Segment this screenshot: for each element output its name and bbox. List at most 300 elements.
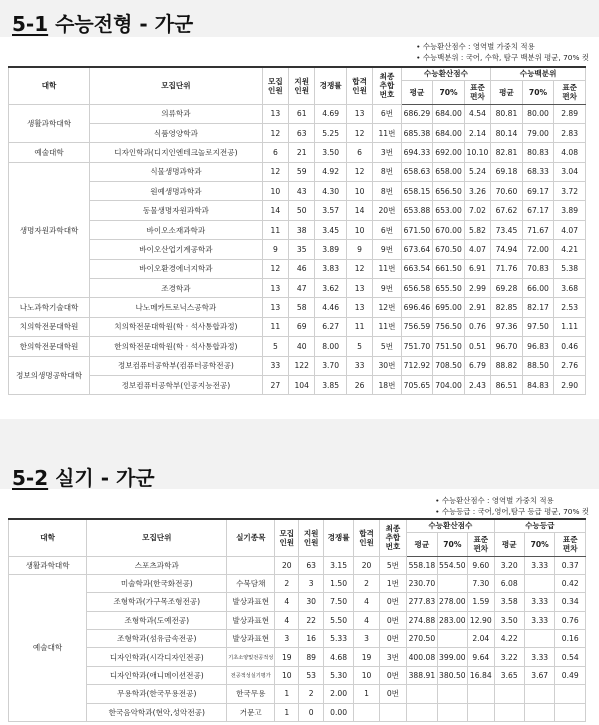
cell-unit: 조형학과(섬유금속전공) bbox=[87, 630, 227, 648]
cell-applicants: 3 bbox=[299, 574, 323, 592]
header-ratio: 경쟁률 bbox=[315, 67, 347, 104]
cell-s-sd: 7.30 bbox=[468, 574, 494, 592]
cell-quota: 33 bbox=[262, 356, 288, 375]
cell-passers: 12 bbox=[346, 123, 372, 142]
cell-g-sd: 0.16 bbox=[555, 630, 586, 648]
cell-rank: 6번 bbox=[373, 104, 401, 123]
cell-s-sd: 2.14 bbox=[464, 123, 490, 142]
cell-s-avg: 653.88 bbox=[401, 201, 433, 220]
header-score-sd: 표준 편차 bbox=[464, 80, 490, 104]
cell-univ: 생활과학대학 bbox=[9, 556, 87, 574]
cell-s-70: 653.00 bbox=[433, 201, 465, 220]
cell-rank: 11번 bbox=[373, 123, 401, 142]
cell-p-70: 96.83 bbox=[522, 337, 554, 356]
cell-g-sd: 0.76 bbox=[555, 611, 586, 629]
cell-quota: 12 bbox=[262, 259, 288, 278]
cell-event: 발상과표현 bbox=[227, 630, 275, 648]
cell-p-sd: 4.08 bbox=[554, 143, 586, 162]
cell-ratio: 5.33 bbox=[323, 630, 353, 648]
header-univ: 대학 bbox=[9, 67, 90, 104]
cell-s-sd: 2.91 bbox=[464, 298, 490, 317]
table-row bbox=[9, 611, 586, 629]
cell-s-70: 708.50 bbox=[433, 356, 465, 375]
cell-applicants: 38 bbox=[289, 220, 315, 239]
cell-s-sd: 9.64 bbox=[468, 648, 494, 666]
cell-s-avg: 400.08 bbox=[407, 648, 437, 666]
cell-applicants: 104 bbox=[289, 375, 315, 394]
cell-s-avg: 277.83 bbox=[407, 593, 437, 611]
cell-unit: 디자인학과(디지인엔테크놀로지전공) bbox=[90, 143, 263, 162]
cell-g-sd bbox=[555, 703, 586, 721]
cell-s-sd: 16.84 bbox=[468, 666, 494, 684]
cell-p-avg: 67.62 bbox=[491, 201, 523, 220]
table-row bbox=[9, 123, 586, 142]
cell-univ: 생활과학대학 bbox=[9, 104, 90, 143]
cell-ratio: 3.45 bbox=[315, 220, 347, 239]
cell-rank: 11번 bbox=[373, 259, 401, 278]
cell-s-avg bbox=[407, 703, 437, 721]
section2-number: 5-2 bbox=[12, 466, 49, 490]
table-row bbox=[9, 337, 586, 356]
cell-p-avg: 74.94 bbox=[491, 240, 523, 259]
cell-ratio: 3.83 bbox=[315, 259, 347, 278]
cell-p-avg: 96.70 bbox=[491, 337, 523, 356]
cell-unit: 동물생명자원과학과 bbox=[90, 201, 263, 220]
cell-applicants: 43 bbox=[289, 182, 315, 201]
table-row bbox=[9, 104, 586, 123]
table-row bbox=[9, 703, 586, 721]
cell-g-70 bbox=[524, 685, 554, 703]
table-row bbox=[9, 143, 586, 162]
cell-passers: 5 bbox=[346, 337, 372, 356]
cell-ratio: 7.50 bbox=[323, 593, 353, 611]
cell-ratio: 4.92 bbox=[315, 162, 347, 181]
cell-p-sd: 2.83 bbox=[554, 123, 586, 142]
cell-s-avg bbox=[407, 685, 437, 703]
cell-passers: 9 bbox=[346, 240, 372, 259]
cell-unit: 식품영양학과 bbox=[90, 123, 263, 142]
cell-event: 한국무용 bbox=[227, 685, 275, 703]
cell-rank: 0번 bbox=[379, 666, 406, 684]
header-score-group: 수능환산점수 bbox=[401, 67, 490, 80]
cell-rank: 1번 bbox=[379, 574, 406, 592]
cell-unit: 조경학과 bbox=[90, 279, 263, 298]
cell-s-avg: 685.38 bbox=[401, 123, 433, 142]
header2-score-group: 수능환산점수 bbox=[407, 519, 494, 532]
cell-ratio: 3.85 bbox=[315, 375, 347, 394]
cell-passers: 4 bbox=[354, 611, 379, 629]
cell-p-70: 69.17 bbox=[522, 182, 554, 201]
header2-last-rank: 최종 추합 번호 bbox=[379, 519, 406, 556]
cell-quota: 13 bbox=[262, 279, 288, 298]
cell-ratio: 3.15 bbox=[323, 556, 353, 574]
cell-quota: 1 bbox=[275, 685, 299, 703]
cell-applicants: 21 bbox=[289, 143, 315, 162]
cell-p-avg: 69.28 bbox=[491, 279, 523, 298]
cell-univ: 나노과학기술대학 bbox=[9, 298, 90, 317]
cell-s-avg: 230.70 bbox=[407, 574, 437, 592]
cell-event: 수묵담채 bbox=[227, 574, 275, 592]
cell-g-avg: 3.22 bbox=[494, 648, 524, 666]
header2-grade-70: 70% bbox=[524, 532, 554, 556]
cell-rank: 0번 bbox=[379, 685, 406, 703]
cell-quota: 5 bbox=[262, 337, 288, 356]
cell-rank: 5번 bbox=[379, 556, 406, 574]
section2-note-1: • 수능환산점수 : 영역별 가중치 적용 bbox=[435, 496, 554, 505]
cell-g-avg bbox=[494, 703, 524, 721]
cell-s-sd: 2.43 bbox=[464, 375, 490, 394]
cell-unit: 무용학과(한국무용전공) bbox=[87, 685, 227, 703]
cell-s-avg: 658.63 bbox=[401, 162, 433, 181]
cell-rank: 3번 bbox=[379, 648, 406, 666]
cell-passers: 13 bbox=[346, 104, 372, 123]
cell-rank: 9번 bbox=[373, 279, 401, 298]
cell-s-avg: 656.58 bbox=[401, 279, 433, 298]
cell-p-70: 68.33 bbox=[522, 162, 554, 181]
cell-quota: 12 bbox=[262, 123, 288, 142]
cell-applicants: 46 bbox=[289, 259, 315, 278]
cell-s-avg: 388.91 bbox=[407, 666, 437, 684]
header-score-avg: 평균 bbox=[401, 80, 433, 104]
cell-unit: 치의학전문대학원(학 · 석사통합과정) bbox=[90, 317, 263, 336]
cell-s-sd: 0.76 bbox=[464, 317, 490, 336]
header2-ratio: 경쟁률 bbox=[323, 519, 353, 556]
cell-s-avg: 270.50 bbox=[407, 630, 437, 648]
cell-p-avg: 80.14 bbox=[491, 123, 523, 142]
cell-s-70 bbox=[437, 574, 467, 592]
cell-event: 전공적성실기평가 bbox=[227, 666, 275, 684]
cell-s-avg: 705.65 bbox=[401, 375, 433, 394]
cell-p-70: 80.00 bbox=[522, 104, 554, 123]
header2-event: 실기종목 bbox=[227, 519, 275, 556]
cell-univ: 예술대학 bbox=[9, 574, 87, 721]
header2-passers: 합격 인원 bbox=[354, 519, 379, 556]
cell-applicants: 63 bbox=[289, 123, 315, 142]
cell-quota: 9 bbox=[262, 240, 288, 259]
cell-s-70: 278.00 bbox=[437, 593, 467, 611]
cell-s-avg: 663.54 bbox=[401, 259, 433, 278]
cell-quota: 11 bbox=[262, 317, 288, 336]
cell-g-sd: 0.49 bbox=[555, 666, 586, 684]
cell-unit: 정보컴퓨터공학부(인공지능전공) bbox=[90, 375, 263, 394]
cell-unit: 나노메카트로닉스공학과 bbox=[90, 298, 263, 317]
cell-applicants: 40 bbox=[289, 337, 315, 356]
cell-s-70 bbox=[437, 703, 467, 721]
cell-unit: 스포츠과학과 bbox=[87, 556, 227, 574]
cell-ratio: 3.89 bbox=[315, 240, 347, 259]
cell-applicants: 35 bbox=[289, 240, 315, 259]
cell-applicants: 89 bbox=[299, 648, 323, 666]
cell-unit: 미술학과(한국화전공) bbox=[87, 574, 227, 592]
cell-g-70: 3.33 bbox=[524, 593, 554, 611]
cell-s-70: 380.50 bbox=[437, 666, 467, 684]
header-pct-sd: 표준 편차 bbox=[554, 80, 586, 104]
cell-ratio: 5.30 bbox=[323, 666, 353, 684]
cell-event: 기초소양및전공적성 bbox=[227, 648, 275, 666]
table-row bbox=[9, 317, 586, 336]
cell-s-avg: 686.29 bbox=[401, 104, 433, 123]
cell-s-sd: 5.82 bbox=[464, 220, 490, 239]
cell-applicants: 61 bbox=[289, 104, 315, 123]
cell-unit: 한국음악학과(현악,성악전공) bbox=[87, 703, 227, 721]
cell-s-70: 695.00 bbox=[433, 298, 465, 317]
section1-title-text: 수능전형 - 가군 bbox=[55, 12, 194, 36]
cell-quota: 20 bbox=[275, 556, 299, 574]
cell-univ: 예술대학 bbox=[9, 143, 90, 162]
cell-g-avg: 3.58 bbox=[494, 593, 524, 611]
cell-p-70: 72.00 bbox=[522, 240, 554, 259]
cell-passers: 14 bbox=[346, 201, 372, 220]
cell-ratio: 3.50 bbox=[315, 143, 347, 162]
cell-quota: 4 bbox=[275, 593, 299, 611]
cell-passers: 10 bbox=[346, 182, 372, 201]
cell-s-70: 658.00 bbox=[433, 162, 465, 181]
cell-s-sd: 12.90 bbox=[468, 611, 494, 629]
table-row bbox=[9, 356, 586, 375]
cell-g-70 bbox=[524, 630, 554, 648]
cell-p-sd: 5.38 bbox=[554, 259, 586, 278]
cell-p-avg: 69.18 bbox=[491, 162, 523, 181]
cell-applicants: 53 bbox=[299, 666, 323, 684]
header-score-70: 70% bbox=[433, 80, 465, 104]
cell-rank: 12번 bbox=[373, 298, 401, 317]
cell-event: 거문고 bbox=[227, 703, 275, 721]
table-row bbox=[9, 240, 586, 259]
section2-title bbox=[12, 462, 155, 491]
cell-unit: 조형학과(가구목조형전공) bbox=[87, 593, 227, 611]
cell-rank: 8번 bbox=[373, 162, 401, 181]
cell-rank: 0번 bbox=[379, 611, 406, 629]
table-row bbox=[9, 298, 586, 317]
cell-quota: 13 bbox=[262, 298, 288, 317]
cell-event: 발상과표현 bbox=[227, 593, 275, 611]
header-passers: 합격 인원 bbox=[346, 67, 372, 104]
cell-s-sd bbox=[468, 703, 494, 721]
cell-s-sd: 6.91 bbox=[464, 259, 490, 278]
cell-passers: 26 bbox=[346, 375, 372, 394]
cell-p-70: 88.50 bbox=[522, 356, 554, 375]
cell-rank: 8번 bbox=[373, 182, 401, 201]
cell-applicants: 69 bbox=[289, 317, 315, 336]
cell-g-70: 3.33 bbox=[524, 556, 554, 574]
cell-univ: 치의학전문대학원 bbox=[9, 317, 90, 336]
header-quota: 모집 인원 bbox=[262, 67, 288, 104]
cell-s-70: 656.50 bbox=[433, 182, 465, 201]
table-row bbox=[9, 279, 586, 298]
cell-rank: 3번 bbox=[373, 143, 401, 162]
cell-event bbox=[227, 556, 275, 574]
cell-unit: 원예생명과학과 bbox=[90, 182, 263, 201]
cell-p-70: 84.83 bbox=[522, 375, 554, 394]
cell-p-sd: 0.46 bbox=[554, 337, 586, 356]
cell-s-sd: 4.07 bbox=[464, 240, 490, 259]
cell-p-sd: 1.11 bbox=[554, 317, 586, 336]
cell-unit: 의류학과 bbox=[90, 104, 263, 123]
section1-note-1: • 수능환산점수 : 영역별 가중치 적용 bbox=[416, 42, 535, 51]
cell-applicants: 0 bbox=[299, 703, 323, 721]
table-row bbox=[9, 666, 586, 684]
cell-g-sd bbox=[555, 685, 586, 703]
cell-quota: 10 bbox=[262, 182, 288, 201]
cell-s-70: 692.00 bbox=[433, 143, 465, 162]
cell-quota: 12 bbox=[262, 162, 288, 181]
cell-unit: 디자인학과(애니메이션전공) bbox=[87, 666, 227, 684]
cell-passers: 4 bbox=[354, 593, 379, 611]
cell-applicants: 50 bbox=[289, 201, 315, 220]
cell-s-70: 670.00 bbox=[433, 220, 465, 239]
cell-unit: 식물생명과학과 bbox=[90, 162, 263, 181]
cell-p-avg: 82.81 bbox=[491, 143, 523, 162]
cell-s-sd: 4.54 bbox=[464, 104, 490, 123]
cell-s-70: 661.50 bbox=[433, 259, 465, 278]
cell-quota: 6 bbox=[262, 143, 288, 162]
cell-quota: 2 bbox=[275, 574, 299, 592]
cell-passers: 2 bbox=[354, 574, 379, 592]
cell-p-avg: 73.45 bbox=[491, 220, 523, 239]
cell-quota: 13 bbox=[262, 104, 288, 123]
cell-s-avg: 756.59 bbox=[401, 317, 433, 336]
cell-unit: 바이오환경에너지학과 bbox=[90, 259, 263, 278]
cell-ratio: 3.70 bbox=[315, 356, 347, 375]
cell-s-avg: 751.70 bbox=[401, 337, 433, 356]
cell-s-avg: 673.64 bbox=[401, 240, 433, 259]
cell-p-70: 97.50 bbox=[522, 317, 554, 336]
table-row bbox=[9, 182, 586, 201]
cell-passers: 3 bbox=[354, 630, 379, 648]
cell-p-70: 82.17 bbox=[522, 298, 554, 317]
cell-p-70: 71.67 bbox=[522, 220, 554, 239]
cell-ratio: 8.00 bbox=[315, 337, 347, 356]
cell-quota: 11 bbox=[262, 220, 288, 239]
header-pct-70: 70% bbox=[522, 80, 554, 104]
cell-passers: 11 bbox=[346, 317, 372, 336]
cell-rank bbox=[379, 703, 406, 721]
cell-p-sd: 2.53 bbox=[554, 298, 586, 317]
cell-passers: 13 bbox=[346, 279, 372, 298]
cell-rank: 6번 bbox=[373, 220, 401, 239]
cell-ratio: 6.27 bbox=[315, 317, 347, 336]
cell-ratio: 5.25 bbox=[315, 123, 347, 142]
cell-quota: 27 bbox=[262, 375, 288, 394]
header2-grade-avg: 평균 bbox=[494, 532, 524, 556]
cell-g-70: 3.67 bbox=[524, 666, 554, 684]
cell-s-70: 283.00 bbox=[437, 611, 467, 629]
cell-p-70: 70.83 bbox=[522, 259, 554, 278]
header-pct-avg: 평균 bbox=[491, 80, 523, 104]
cell-s-sd: 6.79 bbox=[464, 356, 490, 375]
cell-passers: 10 bbox=[354, 666, 379, 684]
cell-g-sd: 0.54 bbox=[555, 648, 586, 666]
cell-rank: 9번 bbox=[373, 240, 401, 259]
cell-passers: 19 bbox=[354, 648, 379, 666]
section1-notes bbox=[416, 41, 589, 63]
cell-ratio: 1.50 bbox=[323, 574, 353, 592]
cell-s-avg: 696.46 bbox=[401, 298, 433, 317]
cell-p-avg: 80.81 bbox=[491, 104, 523, 123]
cell-passers: 33 bbox=[346, 356, 372, 375]
cell-passers bbox=[354, 703, 379, 721]
cell-s-sd: 10.10 bbox=[464, 143, 490, 162]
cell-p-avg: 70.60 bbox=[491, 182, 523, 201]
cell-p-sd: 3.04 bbox=[554, 162, 586, 181]
section1-table bbox=[8, 66, 586, 395]
table-row bbox=[9, 220, 586, 239]
cell-ratio: 0.00 bbox=[323, 703, 353, 721]
cell-g-70: 3.33 bbox=[524, 611, 554, 629]
cell-rank: 0번 bbox=[379, 630, 406, 648]
cell-rank: 11번 bbox=[373, 317, 401, 336]
header2-univ: 대학 bbox=[9, 519, 87, 556]
cell-s-70: 704.00 bbox=[433, 375, 465, 394]
cell-ratio: 5.50 bbox=[323, 611, 353, 629]
cell-univ: 한의학전문대학원 bbox=[9, 337, 90, 356]
cell-g-70 bbox=[524, 703, 554, 721]
cell-rank: 30번 bbox=[373, 356, 401, 375]
cell-applicants: 58 bbox=[289, 298, 315, 317]
cell-s-sd: 0.51 bbox=[464, 337, 490, 356]
cell-p-sd: 3.89 bbox=[554, 201, 586, 220]
cell-g-sd: 0.42 bbox=[555, 574, 586, 592]
cell-p-avg: 82.85 bbox=[491, 298, 523, 317]
cell-p-sd: 2.90 bbox=[554, 375, 586, 394]
cell-s-sd: 3.26 bbox=[464, 182, 490, 201]
cell-p-70: 80.83 bbox=[522, 143, 554, 162]
cell-ratio: 3.57 bbox=[315, 201, 347, 220]
table-row bbox=[9, 259, 586, 278]
cell-s-70: 399.00 bbox=[437, 648, 467, 666]
cell-s-70: 756.50 bbox=[433, 317, 465, 336]
cell-p-70: 66.00 bbox=[522, 279, 554, 298]
cell-ratio: 4.30 bbox=[315, 182, 347, 201]
cell-applicants: 122 bbox=[289, 356, 315, 375]
cell-ratio: 3.62 bbox=[315, 279, 347, 298]
cell-applicants: 22 bbox=[299, 611, 323, 629]
cell-g-avg bbox=[494, 685, 524, 703]
cell-s-sd: 7.02 bbox=[464, 201, 490, 220]
table-row bbox=[9, 630, 586, 648]
section1-note-2: • 수능백분위 : 국어, 수학, 탐구 백분위 평균, 70% 컷 bbox=[416, 53, 589, 62]
cell-s-70: 554.50 bbox=[437, 556, 467, 574]
cell-s-70: 684.00 bbox=[433, 123, 465, 142]
cell-p-avg: 97.36 bbox=[491, 317, 523, 336]
cell-unit: 바이오산업기계공학과 bbox=[90, 240, 263, 259]
cell-p-sd: 3.72 bbox=[554, 182, 586, 201]
section1-number: 5-1 bbox=[12, 12, 49, 36]
cell-unit: 바이오소재과학과 bbox=[90, 220, 263, 239]
cell-unit: 한의학전문대학원(학 · 석사통합과정) bbox=[90, 337, 263, 356]
cell-quota: 19 bbox=[275, 648, 299, 666]
cell-passers: 13 bbox=[346, 298, 372, 317]
cell-unit: 정보컴퓨터공학부(컴퓨터공학전공) bbox=[90, 356, 263, 375]
cell-p-70: 79.00 bbox=[522, 123, 554, 142]
cell-rank: 5번 bbox=[373, 337, 401, 356]
cell-passers: 20 bbox=[354, 556, 379, 574]
cell-ratio: 4.68 bbox=[323, 648, 353, 666]
cell-s-avg: 658.15 bbox=[401, 182, 433, 201]
cell-p-sd: 2.76 bbox=[554, 356, 586, 375]
cell-p-sd: 2.89 bbox=[554, 104, 586, 123]
cell-applicants: 30 bbox=[299, 593, 323, 611]
table-row bbox=[9, 593, 586, 611]
cell-p-avg: 88.82 bbox=[491, 356, 523, 375]
cell-p-sd: 4.07 bbox=[554, 220, 586, 239]
cell-p-sd: 3.68 bbox=[554, 279, 586, 298]
cell-unit: 디자인학과(시각디자인전공) bbox=[87, 648, 227, 666]
header2-applicants: 지원 인원 bbox=[299, 519, 323, 556]
cell-s-avg: 694.33 bbox=[401, 143, 433, 162]
header2-score-70: 70% bbox=[437, 532, 467, 556]
cell-passers: 12 bbox=[346, 162, 372, 181]
